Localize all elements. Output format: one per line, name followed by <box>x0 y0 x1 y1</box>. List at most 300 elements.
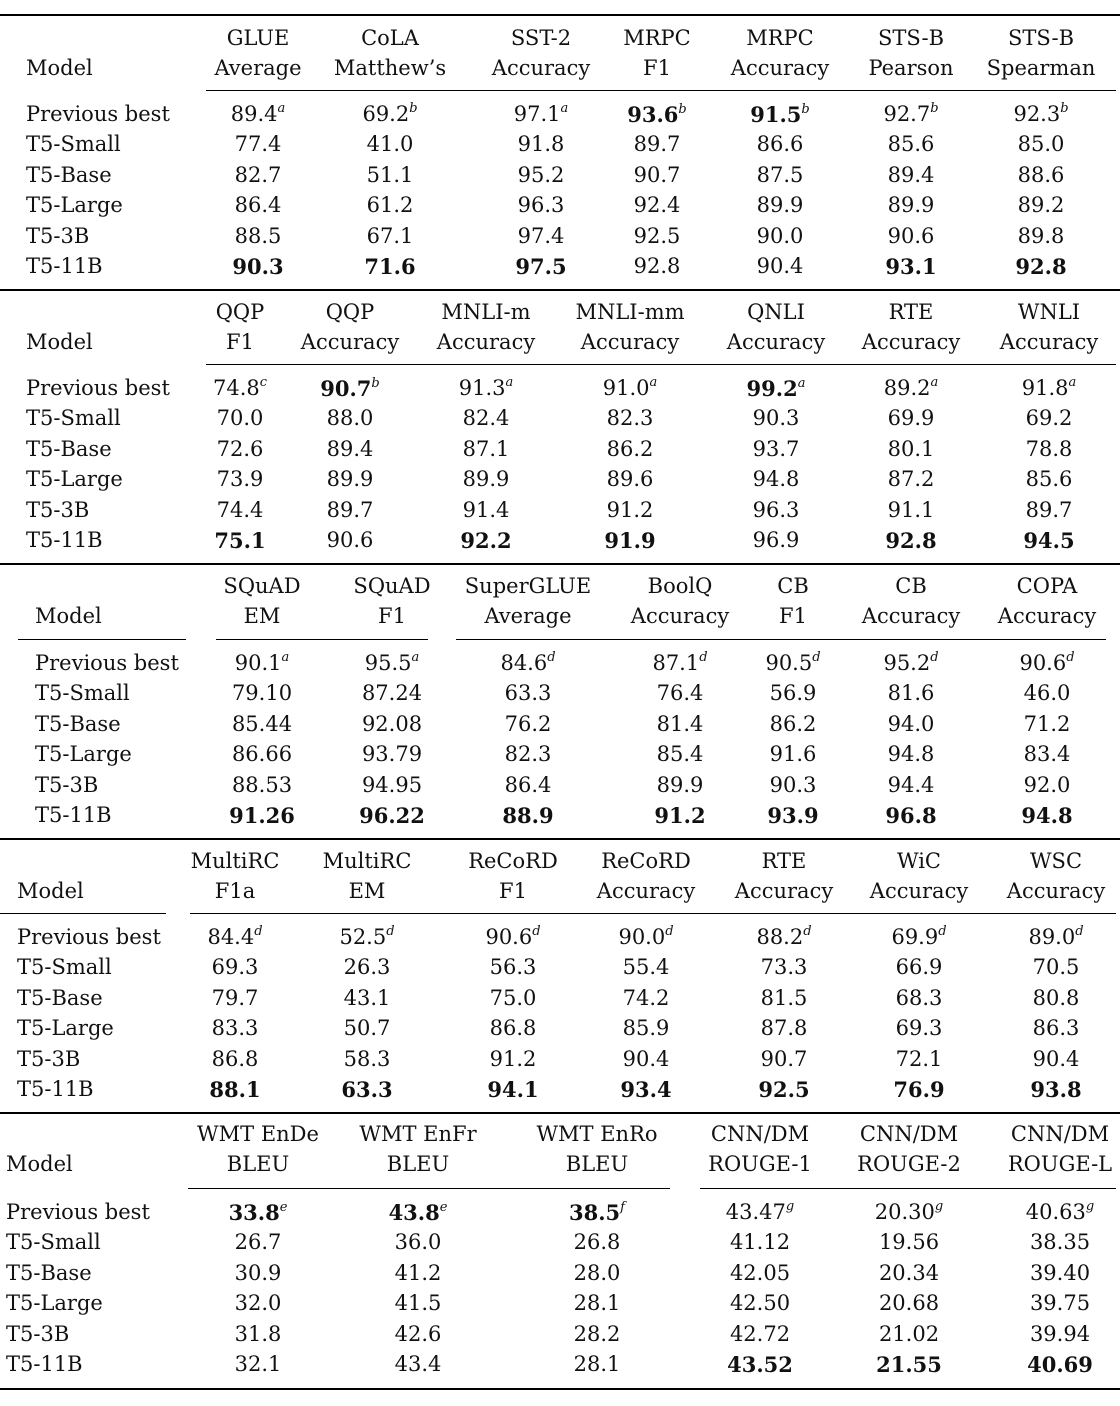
score-cell <box>753 439 800 460</box>
column-header: COPA <box>1016 574 1078 598</box>
score-cell <box>753 469 800 490</box>
cell-value: 81.5 <box>760 986 808 1010</box>
cell-value: 42.6 <box>394 1322 442 1346</box>
score-cell <box>888 195 935 216</box>
score-cell <box>885 256 936 278</box>
footnote-marker: b <box>801 102 810 117</box>
cell-value: 39.40 <box>1029 1261 1091 1285</box>
column-header: Accuracy <box>726 330 826 354</box>
footnote-marker: b <box>1060 101 1069 116</box>
cell-value: 69.9 <box>887 406 935 430</box>
score-cell <box>367 134 414 155</box>
cell-value: 42.05 <box>729 1261 791 1285</box>
cell-value: 86.8 <box>489 1016 537 1040</box>
cell-value: 93.79 <box>361 742 423 766</box>
score-cell <box>767 805 818 827</box>
cell-value: 91.5 <box>750 102 802 127</box>
header-underline <box>456 639 1106 640</box>
score-cell <box>505 714 552 735</box>
cell-value: 88.5 <box>234 224 282 248</box>
column-header: CNN/DM <box>710 1122 810 1146</box>
cell-value: 94.8 <box>752 467 800 491</box>
cell-value: 28.1 <box>573 1352 621 1376</box>
score-cell <box>235 195 282 216</box>
score-cell <box>232 714 292 735</box>
score-cell <box>1024 714 1071 735</box>
cell-value: 89.4 <box>230 102 278 126</box>
cell-value: 91.8 <box>517 132 565 156</box>
score-cell <box>362 683 422 704</box>
score-cell <box>874 1199 944 1224</box>
cell-value: 26.3 <box>343 955 391 979</box>
column-header: Model <box>17 879 84 903</box>
column-header: MNLI-m <box>441 300 531 324</box>
footnote-marker: f <box>620 1200 625 1215</box>
score-cell <box>753 530 800 551</box>
footnote-marker: d <box>699 650 708 665</box>
cell-value: 63.3 <box>341 1077 393 1102</box>
score-cell <box>235 1354 282 1375</box>
cell-value: 51.1 <box>366 163 414 187</box>
column-header: QNLI <box>747 300 805 324</box>
cell-value: 28.2 <box>573 1322 621 1346</box>
score-cell <box>1019 650 1075 675</box>
model-name <box>35 805 112 826</box>
column-header: F1 <box>378 604 406 628</box>
score-cell <box>212 1049 259 1070</box>
cell-value: 39.75 <box>1029 1291 1091 1315</box>
score-cell <box>657 744 704 765</box>
header-underline <box>188 1188 670 1189</box>
cell-value: 74.4 <box>216 498 264 522</box>
cell-value: 43.1 <box>343 986 391 1010</box>
cell-value: 95.5 <box>364 651 412 675</box>
score-cell <box>730 1263 790 1284</box>
cell-value: 95.2 <box>883 651 931 675</box>
cell-value: 75.0 <box>489 986 537 1010</box>
cell-value: 90.3 <box>769 773 817 797</box>
cell-value: 84.4 <box>207 925 255 949</box>
cell-value: 41.0 <box>366 132 414 156</box>
score-cell <box>888 408 935 429</box>
score-cell <box>320 378 379 400</box>
cell-value: 90.0 <box>756 224 804 248</box>
cell-value: 55.4 <box>622 955 670 979</box>
score-cell <box>518 195 565 216</box>
footnote-marker: d <box>938 924 947 939</box>
score-cell <box>235 1263 282 1284</box>
score-cell <box>212 1018 259 1039</box>
cell-value: 58.3 <box>343 1047 391 1071</box>
cell-value: 36.0 <box>394 1230 442 1254</box>
cell-value: 90.7 <box>633 163 681 187</box>
column-header: MultiRC <box>322 849 412 873</box>
score-cell <box>327 469 374 490</box>
footnote-marker: d <box>1075 924 1084 939</box>
model-name <box>6 1293 103 1314</box>
cell-value: 28.0 <box>573 1261 621 1285</box>
score-cell <box>747 378 806 400</box>
cell-value: T5-Base <box>26 163 112 187</box>
score-cell <box>1015 256 1066 278</box>
score-cell <box>362 775 422 796</box>
column-header: WMT EnFr <box>359 1122 477 1146</box>
score-cell <box>879 1232 939 1253</box>
score-cell <box>727 1354 793 1376</box>
score-cell <box>761 1018 808 1039</box>
footnote-marker: d <box>930 650 939 665</box>
column-header: ROUGE-L <box>1007 1152 1113 1176</box>
cell-value: 90.3 <box>752 406 800 430</box>
footnote-marker: b <box>409 101 418 116</box>
cell-value: 61.2 <box>366 193 414 217</box>
cell-value: 74.2 <box>622 986 670 1010</box>
column-header: QQP <box>215 300 265 324</box>
cell-value: 93.4 <box>620 1077 672 1102</box>
score-cell <box>518 226 565 247</box>
score-cell <box>757 195 804 216</box>
score-cell <box>1023 530 1074 552</box>
cell-value: T5-Base <box>6 1261 92 1285</box>
cell-value: 56.9 <box>769 681 817 705</box>
score-cell <box>505 775 552 796</box>
score-cell <box>505 683 552 704</box>
cell-value: 89.9 <box>656 773 704 797</box>
score-cell <box>1026 439 1073 460</box>
cell-value: 38.5 <box>569 1200 621 1225</box>
score-cell <box>770 775 817 796</box>
score-cell <box>490 1049 537 1070</box>
score-cell <box>327 500 374 521</box>
score-cell <box>362 101 418 126</box>
cell-value: 31.8 <box>234 1322 282 1346</box>
column-header: RTE <box>761 849 807 873</box>
cell-value: 21.02 <box>878 1322 940 1346</box>
model-name <box>17 1018 114 1039</box>
score-cell <box>888 439 935 460</box>
score-cell <box>623 1018 670 1039</box>
cell-value: 99.2 <box>746 376 798 401</box>
cell-value: 86.2 <box>769 712 817 736</box>
cell-value: 21.55 <box>876 1352 942 1377</box>
score-cell <box>1026 469 1073 490</box>
column-header: Model <box>35 604 102 628</box>
score-cell <box>1018 165 1065 186</box>
cell-value: 76.4 <box>656 681 704 705</box>
score-cell <box>463 408 510 429</box>
footnote-marker: a <box>797 376 806 391</box>
cell-value: 93.6 <box>627 102 679 127</box>
column-header: CoLA <box>361 26 419 50</box>
score-cell <box>888 226 935 247</box>
score-cell <box>888 134 935 155</box>
column-header: Accuracy <box>730 56 830 80</box>
score-cell <box>1030 1293 1090 1314</box>
cell-value: 93.7 <box>752 437 800 461</box>
score-cell <box>229 1202 288 1224</box>
score-cell <box>607 408 654 429</box>
cell-value: 89.7 <box>1025 498 1073 522</box>
score-cell <box>212 375 268 400</box>
score-cell <box>657 714 704 735</box>
score-cell <box>574 1232 621 1253</box>
cell-value: 89.2 <box>883 376 931 400</box>
score-cell <box>505 744 552 765</box>
cell-value: 94.4 <box>887 773 935 797</box>
cell-value: T5-11B <box>26 254 103 278</box>
footnote-marker: b <box>678 102 687 117</box>
cell-value: 38.35 <box>1029 1230 1091 1254</box>
footnote-marker: b <box>930 101 939 116</box>
cell-value: 85.4 <box>656 742 704 766</box>
cell-value: 83.3 <box>211 1016 259 1040</box>
column-header: WMT EnRo <box>536 1122 658 1146</box>
cell-value: 76.9 <box>893 1077 945 1102</box>
cell-value: 86.8 <box>211 1047 259 1071</box>
table-top-rule <box>0 1112 1120 1114</box>
cell-value: T5-Base <box>35 712 121 736</box>
score-cell <box>232 775 292 796</box>
cell-value: 50.7 <box>343 1016 391 1040</box>
cell-value: 43.52 <box>727 1352 793 1377</box>
score-cell <box>634 195 681 216</box>
score-cell <box>891 924 947 949</box>
cell-value: T5-Large <box>26 467 123 491</box>
cell-value: 90.1 <box>234 651 282 675</box>
score-cell <box>490 1018 537 1039</box>
cell-value: T5-3B <box>6 1322 70 1346</box>
score-cell <box>888 775 935 796</box>
score-cell <box>602 375 658 400</box>
score-cell <box>1026 500 1073 521</box>
model-name <box>26 439 112 460</box>
cell-value: 69.2 <box>362 102 410 126</box>
footnote-marker: c <box>259 375 268 390</box>
score-cell <box>344 1018 391 1039</box>
header-underline <box>190 913 1116 914</box>
cell-value: 82.3 <box>504 742 552 766</box>
score-cell <box>627 104 686 126</box>
footnote-marker: a <box>281 650 290 665</box>
column-header: WSC <box>1029 849 1083 873</box>
score-cell <box>460 530 511 552</box>
score-cell <box>217 439 264 460</box>
score-cell <box>876 1354 942 1376</box>
cell-value: 82.3 <box>606 406 654 430</box>
score-cell <box>212 988 259 1009</box>
footnote-marker: a <box>411 650 420 665</box>
cell-value: 94.0 <box>887 712 935 736</box>
cell-value: 71.2 <box>1023 712 1071 736</box>
score-cell <box>395 1293 442 1314</box>
score-cell <box>235 165 282 186</box>
cell-value: 94.1 <box>487 1077 539 1102</box>
score-cell <box>657 775 704 796</box>
column-header: Accuracy <box>861 330 961 354</box>
cell-value: 92.7 <box>883 102 931 126</box>
score-cell <box>344 1049 391 1070</box>
column-header: ROUGE-2 <box>857 1152 961 1176</box>
cell-value: 69.3 <box>895 1016 943 1040</box>
cell-value: 92.3 <box>1013 102 1061 126</box>
score-cell <box>757 165 804 186</box>
score-cell <box>770 714 817 735</box>
score-cell <box>896 957 943 978</box>
score-cell <box>214 530 265 552</box>
column-header: SST-2 <box>510 26 572 50</box>
column-header: CNN/DM <box>1010 1122 1110 1146</box>
score-cell <box>634 256 681 277</box>
score-cell <box>234 650 290 675</box>
score-cell <box>1018 226 1065 247</box>
score-cell <box>888 744 935 765</box>
score-cell <box>1033 957 1080 978</box>
cell-value: T5-Small <box>35 681 130 705</box>
score-cell <box>1033 1049 1080 1070</box>
cell-value: 89.9 <box>462 467 510 491</box>
score-cell <box>207 924 263 949</box>
cell-value: 88.6 <box>1017 163 1065 187</box>
score-cell <box>217 469 264 490</box>
column-header: ReCoRD <box>468 849 558 873</box>
score-cell <box>367 226 414 247</box>
column-header: Accuracy <box>436 330 536 354</box>
column-header: ReCoRD <box>601 849 691 873</box>
score-cell <box>574 1324 621 1345</box>
cell-value: 89.6 <box>606 467 654 491</box>
column-header: QQP <box>325 300 375 324</box>
score-cell <box>758 1079 809 1101</box>
cell-value: 90.7 <box>760 1047 808 1071</box>
score-cell <box>1026 408 1073 429</box>
score-cell <box>756 924 812 949</box>
score-cell <box>232 744 292 765</box>
table-top-rule <box>0 563 1120 565</box>
score-cell <box>1030 1232 1090 1253</box>
footnote-marker: a <box>930 375 939 390</box>
cell-value: 96.3 <box>517 193 565 217</box>
cell-value: 40.63 <box>1025 1200 1086 1224</box>
cell-value: 56.3 <box>489 955 537 979</box>
cell-value: T5-Small <box>6 1230 101 1254</box>
footnote-marker: a <box>277 101 286 116</box>
score-cell <box>634 226 681 247</box>
column-header: ROUGE-1 <box>708 1152 812 1176</box>
cell-value: 87.1 <box>652 651 700 675</box>
score-cell <box>344 957 391 978</box>
cell-value: 86.66 <box>231 742 293 766</box>
column-header: MultiRC <box>190 849 280 873</box>
cell-value: 89.9 <box>756 193 804 217</box>
cell-value: 69.9 <box>891 925 939 949</box>
score-cell <box>770 744 817 765</box>
model-name <box>17 927 161 948</box>
score-cell <box>217 500 264 521</box>
cell-value: 90.4 <box>622 1047 670 1071</box>
cell-value: T5-11B <box>26 528 103 552</box>
cell-value: 89.8 <box>1017 224 1065 248</box>
cell-value: 97.5 <box>515 254 567 279</box>
model-name <box>35 653 179 674</box>
column-header: Accuracy <box>300 330 400 354</box>
score-cell <box>574 1354 621 1375</box>
score-cell <box>362 714 422 735</box>
cell-value: T5-Small <box>26 406 121 430</box>
cell-value: 92.5 <box>633 224 681 248</box>
model-name <box>26 134 121 155</box>
cell-value: 85.0 <box>1017 132 1065 156</box>
cell-value: 89.4 <box>326 437 374 461</box>
score-cell <box>618 924 674 949</box>
score-cell <box>879 1263 939 1284</box>
cell-value: 28.1 <box>573 1291 621 1315</box>
cell-value: 96.9 <box>752 528 800 552</box>
score-cell <box>761 957 808 978</box>
cell-value: 80.8 <box>1032 986 1080 1010</box>
cell-value: 90.6 <box>485 925 533 949</box>
model-name <box>26 104 170 125</box>
score-cell <box>463 500 510 521</box>
cell-value: 92.08 <box>361 712 423 736</box>
score-cell <box>750 104 809 126</box>
cell-value: 87.24 <box>361 681 423 705</box>
score-cell <box>485 924 541 949</box>
column-header: F1 <box>779 604 807 628</box>
cell-value: 91.9 <box>604 528 656 553</box>
header-underline <box>206 90 1116 91</box>
cell-value: 73.9 <box>216 467 264 491</box>
score-cell <box>888 469 935 490</box>
cell-value: 69.3 <box>211 955 259 979</box>
cell-value: Previous best <box>35 651 179 675</box>
score-cell <box>513 101 569 126</box>
cell-value: 92.2 <box>460 528 512 553</box>
column-header: Accuracy <box>997 604 1097 628</box>
score-cell <box>657 683 704 704</box>
column-header: CB <box>777 574 809 598</box>
column-header: F1a <box>214 879 256 903</box>
column-header: MRPC <box>623 26 691 50</box>
cell-value: T5-Large <box>35 742 132 766</box>
score-cell <box>518 134 565 155</box>
column-header: Accuracy <box>1006 879 1106 903</box>
column-header: Model <box>26 56 93 80</box>
score-cell <box>1024 683 1071 704</box>
cell-value: 88.0 <box>326 406 374 430</box>
score-cell <box>623 957 670 978</box>
cell-value: 32.1 <box>234 1352 282 1376</box>
model-name <box>17 1049 80 1070</box>
cell-value: 87.1 <box>462 437 510 461</box>
score-cell <box>518 165 565 186</box>
cell-value: 81.4 <box>656 712 704 736</box>
cell-value: 85.44 <box>231 712 293 736</box>
cell-value: 52.5 <box>339 925 387 949</box>
footnote-marker: e <box>279 1200 288 1215</box>
column-header: Accuracy <box>861 604 961 628</box>
cell-value: 97.1 <box>513 102 561 126</box>
column-header: EM <box>348 879 386 903</box>
score-cell <box>888 714 935 735</box>
cell-value: 75.1 <box>214 528 266 553</box>
model-name <box>35 714 121 735</box>
cell-value: 79.10 <box>231 681 293 705</box>
model-name <box>35 775 98 796</box>
table-bottom-rule <box>0 1388 1120 1390</box>
score-cell <box>339 924 395 949</box>
cell-value: T5-3B <box>26 224 90 248</box>
cell-value: 92.8 <box>885 528 937 553</box>
